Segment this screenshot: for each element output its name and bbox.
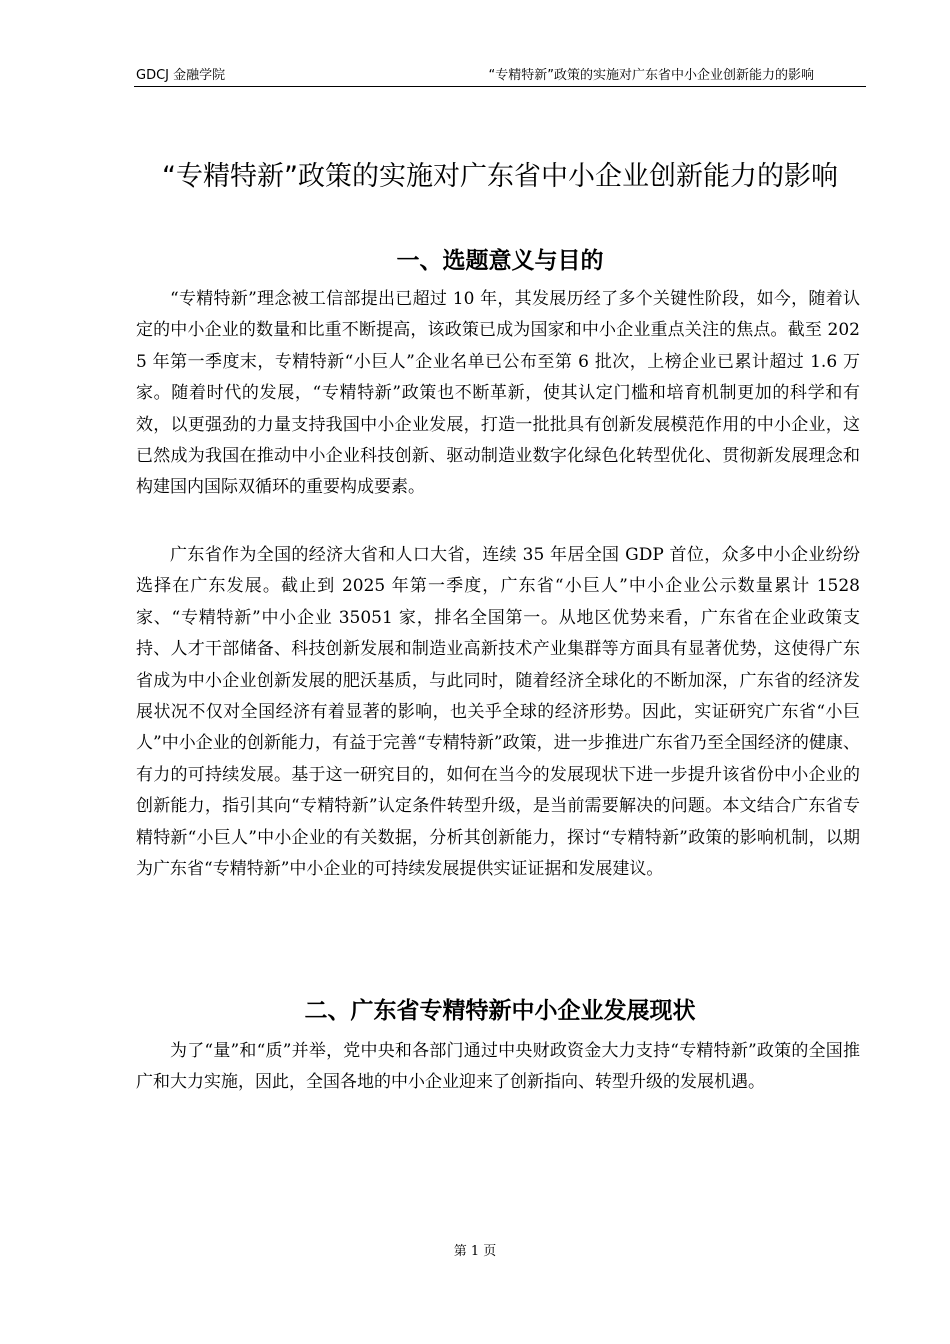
page-header	[134, 66, 866, 87]
body-paragraph: 广东省作为全国的经济大省和人口大省，连续 35 年居全国 GDP 首位，众多中小企业纷纷选择在广东发展。截止到 2025 年第一季度，广东省“小巨人”中小企业公示数量累计 1528 家、“专精特新”中小企业 35051 家，排名全国第一。从地区优势来看，广东省在企业政策支持、人才干部储备、科技创新发展和制造业高新技术产业集群等方面具有显著优势，这使得广东省成为中小企业创新发展的肥沃基质，与此同时，随着经济全球化的不断加深，广东省的经济发展状况不仅对全国经济有着显著的影响，也关乎全球的经济形势。因此，实证研究广东省“小巨人”中小企业的创新能力，有益于完善“专精特新”政策，进一步推进广东省乃至全国经济的健康、有力的可持续发展。基于这一研究目的，如何在当今的发展现状下进一步提升该省份中小企业的创新能力，指引其向“专精特新”认定条件转型升级，是当前需要解决的问题。本文结合广东省专精特新“小巨人”中小企业的有关数据，分析其创新能力，探讨“专精特新”政策的影响机制，以期为广东省“专精特新”中小企业的可持续发展提供实证证据和发展建议。	[136, 545, 860, 880]
page-number: 第 1 页	[453, 1244, 497, 1259]
header-running-title: “专精特新”政策的实施对广东省中小企业创新能力的影响	[488, 68, 814, 83]
section-heading-status: 二、广东省专精特新中小企业发展现状	[304, 998, 696, 1024]
document-title: “专精特新”政策的实施对广东省中小企业创新能力的影响	[162, 161, 838, 192]
header-institution: GDCJ 金融学院	[136, 68, 226, 83]
section-heading-significance: 一、选题意义与目的	[396, 248, 604, 274]
body-paragraph: “专精特新”理念被工信部提出已超过 10 年，其发展历经了多个关键性阶段，如今，随着认定的中小企业的数量和比重不断提高，该政策已成为国家和中小企业重点关注的焦点。截至 2025 年第一季度末，专精特新“小巨人”企业名单已公布至第 6 批次，上榜企业已累计超过 1.6 万家。随着时代的发展，“专精特新”政策也不断革新，使其认定门槛和培育机制更加的科学和有效，以更强劲的力量支持我国中小企业发展，打造一批批具有创新发展模范作用的中小企业，这已然成为我国在推动中小企业科技创新、驱动制造业数字化绿色化转型优化、贯彻新发展理念和构建国内国际双循环的重要构成要素。	[136, 289, 860, 498]
body-paragraph: 为了“量”和“质”并举，党中央和各部门通过中央财政资金大力支持“专精特新”政策的全国推广和大力实施，因此，全国各地的中小企业迎来了创新指向、转型升级的发展机遇。	[136, 1041, 860, 1093]
